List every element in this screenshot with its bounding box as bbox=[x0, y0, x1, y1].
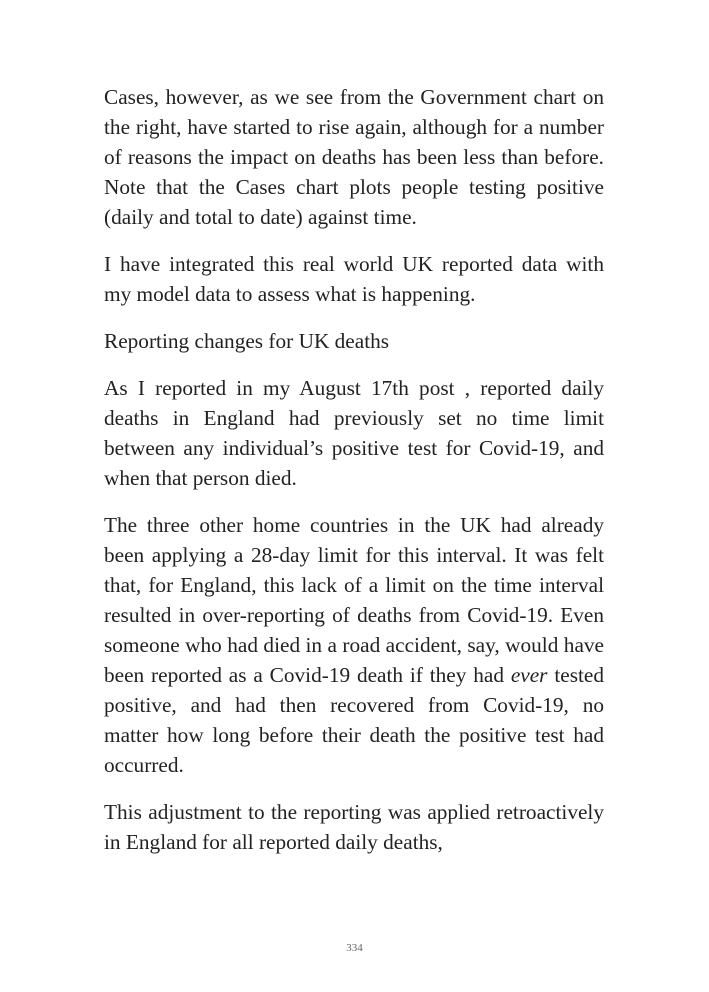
paragraph-retroactive-adjustment: This adjustment to the reporting was applied retroactively in England for all reported daily deaths, bbox=[104, 800, 604, 854]
paragraph-home-countries bbox=[104, 510, 604, 780]
section-heading-reporting-changes: Reporting changes for UK deaths bbox=[104, 329, 390, 353]
paragraph-integrated-data: I have integrated this real world UK reported data with my model data to assess what is happening. bbox=[104, 252, 604, 306]
paragraph-home-countries-part-1: The three other home countries in the UK had already been applying a 28-day limit for this interval. It was felt that, for England, this lack of a limit on the time interval resulted in over-reporting of deaths from Covid-19. Even someone who had died in a road accident, say, would have been reported as a Covid-19 death if they had bbox=[104, 513, 604, 687]
page-number: 334 bbox=[346, 942, 363, 954]
paragraph-cases-rising: Cases, however, as we see from the Government chart on the right, have started to rise again, although for a number of reasons the impact on deaths has been less than before. Note that the Cases chart plots people testing positive (daily and total to date) against time. bbox=[104, 85, 604, 229]
paragraph-home-countries-part-2: tested positive, and had then recovered from Covid-19, no matter how long before their death the positive test had occurred. bbox=[104, 663, 605, 777]
emphasis-ever: ever bbox=[510, 663, 548, 687]
paragraph-august-post: As I reported in my August 17th post , reported daily deaths in England had previously set no time limit between any individual’s positive test for Covid-19, and when that person died. bbox=[104, 376, 604, 490]
body-text-column bbox=[104, 82, 604, 874]
